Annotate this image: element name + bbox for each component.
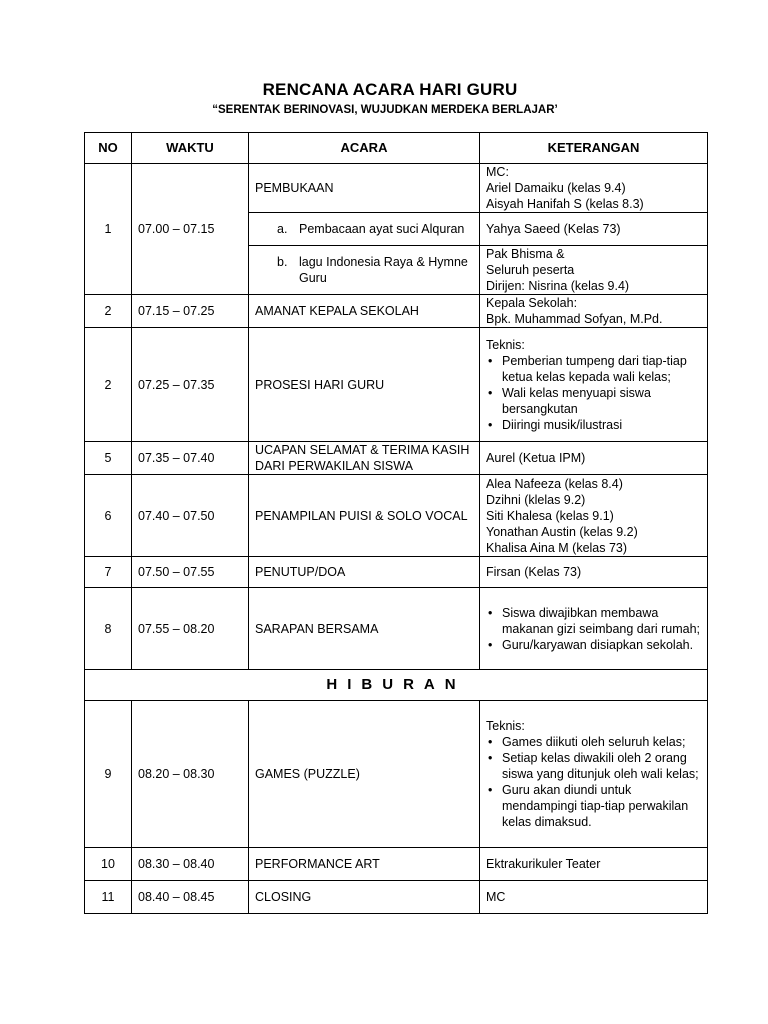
- cell-keterangan: [480, 588, 708, 670]
- section-row: [85, 670, 708, 701]
- cell-keterangan: [480, 328, 708, 442]
- cell-no: 5: [85, 442, 132, 475]
- table-row: [85, 442, 708, 475]
- cell-keterangan: Alea Nafeeza (kelas 8.4) Dzihni (klelas 9.2) Siti Khalesa (kelas 9.1) Yonathan Austin (kelas 9.2) Khalisa Aina M (kelas 73): [480, 475, 708, 557]
- cell-no: 8: [85, 588, 132, 670]
- cell-waktu: 07.35 – 07.40: [132, 442, 249, 475]
- cell-no: 1: [85, 164, 132, 295]
- cell-keterangan: Ektrakurikuler Teater: [480, 848, 708, 881]
- cell-acara: AMANAT KEPALA SEKOLAH: [249, 295, 480, 328]
- table-row: [85, 328, 708, 442]
- cell-no: 11: [85, 881, 132, 914]
- list-item: • Guru akan diundi untuk mendampingi tiap-tiap perwakilan kelas dimaksud.: [502, 782, 701, 830]
- cell-keterangan: Kepala Sekolah: Bpk. Muhammad Sofyan, M.Pd.: [480, 295, 708, 328]
- list-item: • Diiringi musik/ilustrasi: [502, 417, 701, 433]
- sub-item-text: Pembacaan ayat suci Alquran: [299, 222, 465, 236]
- cell-acara: PEMBUKAAN: [249, 164, 480, 213]
- cell-waktu: 08.30 – 08.40: [132, 848, 249, 881]
- document-title: RENCANA ACARA HARI GURU: [262, 80, 518, 99]
- document-subtitle: “SERENTAK BERINOVASI, WUJUDKAN MERDEKA BERLAJAR’: [212, 104, 558, 116]
- keterangan-list: [486, 605, 701, 653]
- list-item: • Siswa diwajibkan membawa makanan gizi seimbang dari rumah;: [502, 605, 701, 637]
- cell-no: 10: [85, 848, 132, 881]
- cell-acara: CLOSING: [249, 881, 480, 914]
- cell-waktu: 08.40 – 08.45: [132, 881, 249, 914]
- header-keterangan: KETERANGAN: [480, 133, 708, 164]
- cell-waktu: 07.40 – 07.50: [132, 475, 249, 557]
- cell-acara: [249, 213, 480, 246]
- cell-acara: PERFORMANCE ART: [249, 848, 480, 881]
- cell-acara: UCAPAN SELAMAT & TERIMA KASIH DARI PERWAKILAN SISWA: [249, 442, 480, 475]
- table-row: [85, 848, 708, 881]
- cell-keterangan: Yahya Saeed (Kelas 73): [480, 213, 708, 246]
- cell-acara: [249, 246, 480, 295]
- cell-acara: PROSESI HARI GURU: [249, 328, 480, 442]
- list-item: • Setiap kelas diwakili oleh 2 orang siswa yang ditunjuk oleh wali kelas;: [502, 750, 701, 782]
- sub-item: [255, 254, 473, 286]
- keterangan-intro: Teknis:: [486, 719, 525, 733]
- list-item: • Wali kelas menyuapi siswa bersangkutan: [502, 385, 701, 417]
- table-row: [85, 588, 708, 670]
- table-header-row: [85, 133, 708, 164]
- cell-no: 2: [85, 328, 132, 442]
- cell-acara: SARAPAN BERSAMA: [249, 588, 480, 670]
- cell-keterangan: Pak Bhisma & Seluruh peserta Dirijen: Nisrina (kelas 9.4): [480, 246, 708, 295]
- cell-waktu: 07.00 – 07.15: [132, 164, 249, 295]
- cell-keterangan: MC: [480, 881, 708, 914]
- table-row: [85, 164, 708, 213]
- keterangan-intro: Teknis:: [486, 337, 525, 352]
- cell-keterangan: [480, 701, 708, 848]
- list-item: • Games diikuti oleh seluruh kelas;: [502, 734, 701, 750]
- sub-item-text: lagu Indonesia Raya & Hymne Guru: [299, 255, 468, 285]
- sub-item-letter: a.: [277, 222, 288, 236]
- sub-item-letter: b.: [277, 255, 288, 269]
- cell-keterangan: Aurel (Ketua IPM): [480, 442, 708, 475]
- header-waktu: WAKTU: [132, 133, 249, 164]
- schedule-table: [84, 132, 708, 914]
- cell-keterangan: MC: Ariel Damaiku (kelas 9.4) Aisyah Hanifah S (kelas 8.3): [480, 164, 708, 213]
- table-row: [85, 475, 708, 557]
- cell-waktu: 07.25 – 07.35: [132, 328, 249, 442]
- cell-waktu: 07.15 – 07.25: [132, 295, 249, 328]
- list-item: • Pemberian tumpeng dari tiap-tiap ketua kelas kepada wali kelas;: [502, 353, 701, 385]
- cell-no: 6: [85, 475, 132, 557]
- cell-acara: PENAMPILAN PUISI & SOLO VOCAL: [249, 475, 480, 557]
- header-no: NO: [85, 133, 132, 164]
- cell-keterangan: Firsan (Kelas 73): [480, 557, 708, 588]
- table-row: [85, 295, 708, 328]
- cell-waktu: 08.20 – 08.30: [132, 701, 249, 848]
- cell-acara: PENUTUP/DOA: [249, 557, 480, 588]
- keterangan-list: [486, 353, 701, 433]
- section-hiburan-title: HIBURAN: [85, 670, 708, 701]
- sub-item: [255, 221, 473, 237]
- cell-no: 9: [85, 701, 132, 848]
- list-item: • Guru/karyawan disiapkan sekolah.: [502, 637, 701, 653]
- table-row: [85, 701, 708, 848]
- header-acara: ACARA: [249, 133, 480, 164]
- table-row: [85, 881, 708, 914]
- cell-waktu: 07.50 – 07.55: [132, 557, 249, 588]
- cell-acara: GAMES (PUZZLE): [249, 701, 480, 848]
- keterangan-list: [486, 734, 701, 830]
- cell-waktu: 07.55 – 08.20: [132, 588, 249, 670]
- cell-no: 7: [85, 557, 132, 588]
- cell-no: 2: [85, 295, 132, 328]
- table-row: [85, 557, 708, 588]
